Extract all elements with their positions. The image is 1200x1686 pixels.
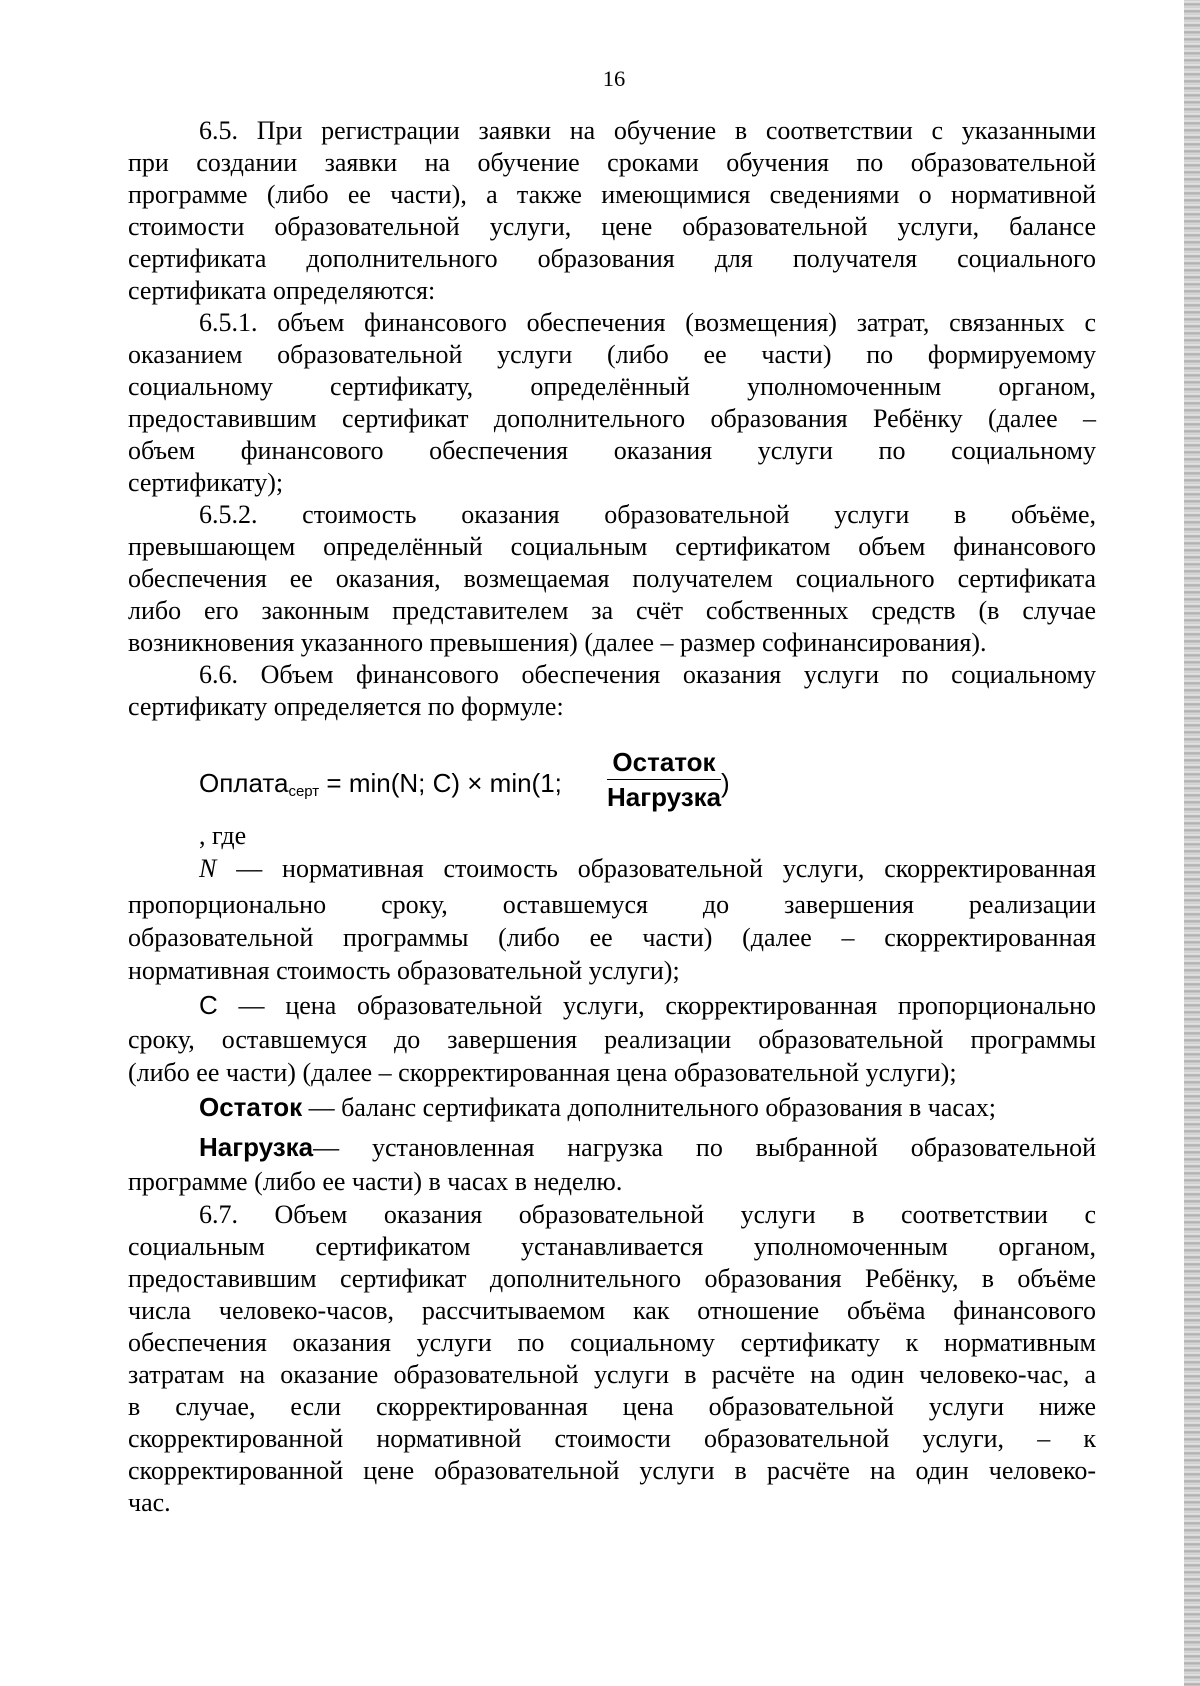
text-line: при создании заявки на обучение сроками обучения по образовательной — [128, 148, 1096, 177]
definition-term: N — [199, 854, 217, 883]
text-line: сертификату); — [128, 468, 284, 497]
text-line: программе (либо ее части), а также имеющимися сведениями о нормативной — [128, 180, 1096, 209]
text-line: затратам на оказание образовательной услуги в расчёте на один человеко-час, а — [128, 1360, 1096, 1389]
text-line: 6.5.1. объем финансового обеспечения (возмещения) затрат, связанных с — [199, 308, 1096, 337]
formula-lhs-subscript: серт — [288, 783, 320, 800]
text-line: социальному сертификату, определённый уполномоченным органом, — [128, 372, 1096, 401]
formula-close: ) — [721, 768, 730, 798]
text-line: объем финансового обеспечения оказания услуги по социальному — [128, 436, 1096, 465]
scan-edge — [1184, 0, 1200, 1686]
formula-middle: = min(N; C) × min(1; — [319, 768, 562, 798]
text-line: сертификату определяется по формуле: — [128, 692, 564, 721]
definition-term: Нагрузка — [199, 1132, 314, 1162]
text-line: сертификата определяются: — [128, 276, 436, 305]
text-line: предоставившим сертификат дополнительного образования Ребёнку, в объёме — [128, 1264, 1096, 1293]
definition-dash: — — [216, 854, 283, 883]
definition-dash: — — [217, 991, 286, 1020]
text-line: 6.5.2. стоимость оказания образовательной услуги в объёме, — [199, 500, 1096, 529]
where-label: , где — [199, 821, 247, 850]
definition-dash: — — [313, 1133, 372, 1162]
page-number: 16 — [602, 66, 626, 91]
text-line: числа человеко-часов, рассчитываемом как отношение объёма финансового — [128, 1296, 1096, 1325]
formula-fraction — [607, 745, 721, 814]
definition-line — [199, 853, 1096, 885]
text-line: 6.6. Объем финансового обеспечения оказания услуги по социальному — [199, 660, 1096, 689]
definition-text: баланс сертификата дополнительного образования в часах; — [341, 1093, 996, 1122]
definition-text: цена образовательной услуги, скорректированная пропорционально — [285, 991, 1097, 1020]
definition-term: C — [199, 990, 218, 1020]
text-line: пропорционально сроку, оставшемуся до завершения реализации — [128, 890, 1096, 919]
text-line: образовательной программы (либо ее части) (далее – скорректированная — [128, 923, 1096, 952]
formula-numerator: Остаток — [612, 747, 716, 777]
definition-term: Остаток — [199, 1092, 303, 1122]
definition-text: установленная нагрузка по выбранной образовательной — [371, 1133, 1096, 1162]
text-line: скорректированной нормативной стоимости образовательной услуги, – к — [128, 1424, 1096, 1453]
text-line: программе (либо ее части) в часах в неделю. — [128, 1167, 623, 1196]
text-line: (либо ее части) (далее – скорректированная цена образовательной услуги); — [128, 1058, 957, 1087]
formula-body — [199, 768, 562, 799]
text-line: оказанием образовательной услуги (либо ее части) по формируемому — [128, 340, 1096, 369]
text-line: социальным сертификатом устанавливается уполномоченным органом, — [128, 1232, 1096, 1261]
definition-line — [199, 1091, 1096, 1124]
text-line: предоставившим сертификат дополнительного образования Ребёнку (далее – — [128, 404, 1096, 433]
text-line: в случае, если скорректированная цена образовательной услуги ниже — [128, 1392, 1096, 1421]
text-line: 6.7. Объем оказания образовательной услуги в соответствии с — [199, 1200, 1096, 1229]
text-line: час. — [128, 1488, 171, 1517]
text-line: превышающем определённый социальным сертификатом объем финансового — [128, 532, 1096, 561]
definition-text: нормативная стоимость образовательной услуги, скорректированная — [282, 854, 1096, 883]
text-line: нормативная стоимость образовательной услуги); — [128, 956, 680, 985]
text-line: обеспечения оказания услуги по социальному сертификату к нормативным — [128, 1328, 1096, 1357]
text-line: скорректированной цене образовательной услуги в расчёте на один человеко- — [128, 1456, 1096, 1485]
text-line: сертификата дополнительного образования для получателя социального — [128, 244, 1096, 273]
text-line: стоимости образовательной услуги, цене образовательной услуги, балансе — [128, 212, 1096, 241]
formula-lhs: Оплата — [199, 768, 289, 798]
text-line: либо его законным представителем за счёт собственных средств (в случае — [128, 596, 1096, 625]
text-line: обеспечения ее оказания, возмещаемая получателем социального сертификата — [128, 564, 1096, 593]
definition-dash: — — [302, 1093, 342, 1122]
text-line: сроку, оставшемуся до завершения реализации образовательной программы — [128, 1025, 1096, 1054]
text-line: возникновения указанного превышения) (далее – размер софинансирования). — [128, 628, 987, 657]
formula-denominator: Нагрузка — [607, 782, 722, 812]
definition-line — [199, 989, 1096, 1022]
definition-line — [199, 1131, 1096, 1164]
text-line: 6.5. При регистрации заявки на обучение в соответствии с указанными — [199, 116, 1096, 145]
